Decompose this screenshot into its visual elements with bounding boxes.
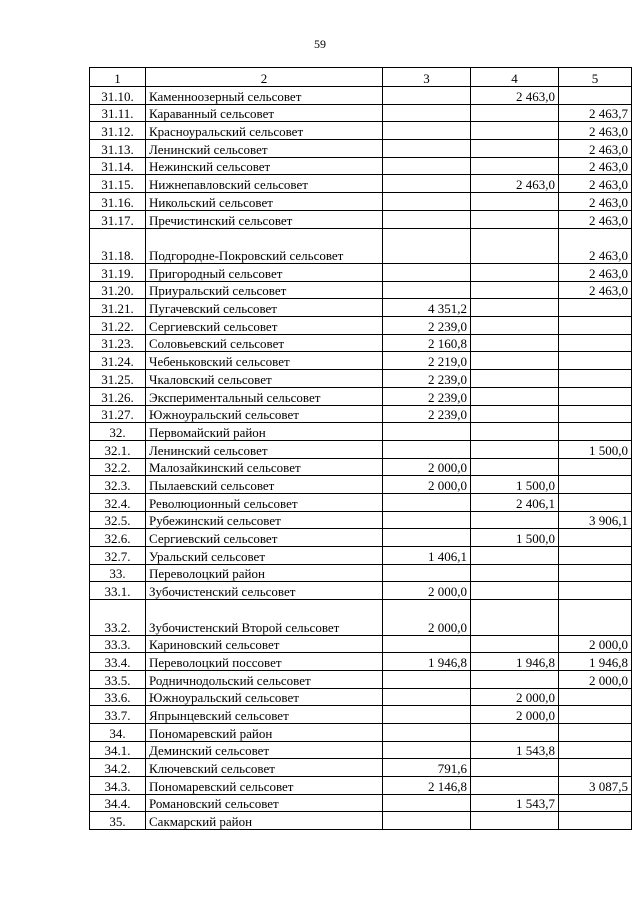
col5-value-cell [559, 493, 632, 511]
col3-value-cell: 791,6 [383, 759, 471, 777]
table-row [90, 794, 632, 812]
col5-value-cell: 2 463,0 [559, 193, 632, 211]
row-name-cell: Нижнепавловский сельсовет [146, 175, 383, 193]
col5-value-cell [559, 688, 632, 706]
table-row [90, 334, 632, 352]
col4-value-cell [471, 564, 559, 582]
row-name-cell: Ленинский сельсовет [146, 140, 383, 158]
row-number-cell: 31.17. [90, 210, 146, 228]
table-row [90, 228, 632, 264]
col4-value-cell [471, 210, 559, 228]
row-name-cell: Подгородне-Покровский сельсовет [146, 228, 383, 264]
col3-value-cell [383, 564, 471, 582]
row-number-cell: 31.19. [90, 264, 146, 282]
row-name-cell: Зубочистенский Второй сельсовет [146, 600, 383, 636]
table-row [90, 157, 632, 175]
col3-value-cell [383, 228, 471, 264]
row-number-cell: 34.3. [90, 777, 146, 795]
col4-value-cell [471, 600, 559, 636]
table-row [90, 741, 632, 759]
col4-value-cell: 1 543,7 [471, 794, 559, 812]
col4-value-cell [471, 352, 559, 370]
col4-value-cell [471, 157, 559, 175]
table-row [90, 706, 632, 724]
row-name-cell: Южноуральский сельсовет [146, 405, 383, 423]
row-number-cell: 31.16. [90, 193, 146, 211]
col5-value-cell [559, 794, 632, 812]
table-row [90, 175, 632, 193]
header-cell-3: 3 [383, 68, 471, 87]
col5-value-cell: 2 463,0 [559, 140, 632, 158]
col5-value-cell [559, 582, 632, 600]
row-name-cell: Родничнодольский сельсовет [146, 670, 383, 688]
table-row [90, 140, 632, 158]
row-name-cell: Пречистинский сельсовет [146, 210, 383, 228]
row-number-cell: 31.21. [90, 299, 146, 317]
row-number-cell: 33.2. [90, 600, 146, 636]
col3-value-cell [383, 423, 471, 441]
table-row [90, 264, 632, 282]
table-row [90, 317, 632, 335]
table-row [90, 600, 632, 636]
col5-value-cell [559, 317, 632, 335]
table-row [90, 493, 632, 511]
row-number-cell: 32.5. [90, 511, 146, 529]
row-number-cell: 31.24. [90, 352, 146, 370]
col5-value-cell [559, 334, 632, 352]
table-row [90, 564, 632, 582]
row-number-cell: 32. [90, 423, 146, 441]
col5-value-cell [559, 600, 632, 636]
col5-value-cell [559, 759, 632, 777]
row-name-cell: Уральский сельсовет [146, 547, 383, 565]
col5-value-cell [559, 370, 632, 388]
row-name-cell: Ленинский сельсовет [146, 440, 383, 458]
col4-value-cell [471, 724, 559, 742]
row-number-cell: 32.7. [90, 547, 146, 565]
row-number-cell: 33.6. [90, 688, 146, 706]
row-name-cell: Сакмарский район [146, 812, 383, 830]
col4-value-cell: 2 406,1 [471, 493, 559, 511]
table-row [90, 812, 632, 830]
row-name-cell: Экспериментальный сельсовет [146, 387, 383, 405]
col5-value-cell [559, 724, 632, 742]
table-row [90, 352, 632, 370]
row-name-cell: Зубочистенский сельсовет [146, 582, 383, 600]
col3-value-cell [383, 794, 471, 812]
page-number: 59 [314, 37, 326, 51]
col3-value-cell: 4 351,2 [383, 299, 471, 317]
col3-value-cell [383, 175, 471, 193]
row-name-cell: Деминский сельсовет [146, 741, 383, 759]
row-name-cell: Нежинский сельсовет [146, 157, 383, 175]
col3-value-cell [383, 706, 471, 724]
col3-value-cell [383, 122, 471, 140]
col3-value-cell [383, 104, 471, 122]
row-number-cell: 32.1. [90, 440, 146, 458]
table-row [90, 759, 632, 777]
row-number-cell: 33.4. [90, 653, 146, 671]
col3-value-cell [383, 264, 471, 282]
col3-value-cell: 2 146,8 [383, 777, 471, 795]
row-number-cell: 31.14. [90, 157, 146, 175]
col3-value-cell [383, 670, 471, 688]
table-row [90, 370, 632, 388]
header-cell-1: 1 [90, 68, 146, 87]
row-number-cell: 31.20. [90, 281, 146, 299]
table-row [90, 87, 632, 105]
row-name-cell: Переволоцкий район [146, 564, 383, 582]
table-row [90, 511, 632, 529]
row-number-cell: 34. [90, 724, 146, 742]
col3-value-cell: 2 000,0 [383, 476, 471, 494]
col5-value-cell: 2 463,0 [559, 175, 632, 193]
col3-value-cell [383, 87, 471, 105]
col4-value-cell [471, 812, 559, 830]
col4-value-cell: 2 463,0 [471, 87, 559, 105]
col5-value-cell: 3 906,1 [559, 511, 632, 529]
header-row [90, 68, 632, 87]
row-number-cell: 31.18. [90, 228, 146, 264]
row-number-cell: 31.10. [90, 87, 146, 105]
col4-value-cell: 2 000,0 [471, 706, 559, 724]
row-name-cell: Караванный сельсовет [146, 104, 383, 122]
table-row [90, 104, 632, 122]
col3-value-cell: 2 239,0 [383, 370, 471, 388]
table-body [90, 68, 632, 830]
row-name-cell: Пригородный сельсовет [146, 264, 383, 282]
table-row [90, 281, 632, 299]
table-row [90, 724, 632, 742]
table-row [90, 458, 632, 476]
header-cell-5: 5 [559, 68, 632, 87]
row-name-cell: Кариновский сельсовет [146, 635, 383, 653]
row-number-cell: 33.1. [90, 582, 146, 600]
row-name-cell: Первомайский район [146, 423, 383, 441]
col3-value-cell [383, 493, 471, 511]
col5-value-cell: 2 463,0 [559, 157, 632, 175]
col5-value-cell [559, 564, 632, 582]
row-name-cell: Никольский сельсовет [146, 193, 383, 211]
col4-value-cell [471, 759, 559, 777]
col3-value-cell: 1 946,8 [383, 653, 471, 671]
row-name-cell: Рубежинский сельсовет [146, 511, 383, 529]
col4-value-cell: 1 543,8 [471, 741, 559, 759]
table-row [90, 582, 632, 600]
col5-value-cell: 2 000,0 [559, 635, 632, 653]
col5-value-cell [559, 812, 632, 830]
col4-value-cell: 2 000,0 [471, 688, 559, 706]
row-name-cell: Сергиевский сельсовет [146, 529, 383, 547]
col5-value-cell [559, 547, 632, 565]
col4-value-cell [471, 387, 559, 405]
table-row [90, 193, 632, 211]
col5-value-cell [559, 387, 632, 405]
row-number-cell: 32.6. [90, 529, 146, 547]
col3-value-cell: 1 406,1 [383, 547, 471, 565]
row-number-cell: 31.11. [90, 104, 146, 122]
col4-value-cell [471, 511, 559, 529]
col4-value-cell [471, 317, 559, 335]
table-row [90, 440, 632, 458]
col4-value-cell [471, 547, 559, 565]
row-name-cell: Пономаревский сельсовет [146, 777, 383, 795]
table-row [90, 635, 632, 653]
col4-value-cell [471, 264, 559, 282]
row-number-cell: 33.7. [90, 706, 146, 724]
row-name-cell: Чебеньковский сельсовет [146, 352, 383, 370]
col4-value-cell [471, 228, 559, 264]
row-name-cell: Пылаевский сельсовет [146, 476, 383, 494]
col3-value-cell [383, 724, 471, 742]
col3-value-cell: 2 239,0 [383, 317, 471, 335]
col5-value-cell [559, 405, 632, 423]
row-name-cell: Приуральский сельсовет [146, 281, 383, 299]
table-row [90, 387, 632, 405]
row-name-cell: Пономаревский район [146, 724, 383, 742]
row-number-cell: 35. [90, 812, 146, 830]
col5-value-cell: 1 500,0 [559, 440, 632, 458]
col4-value-cell: 1 500,0 [471, 529, 559, 547]
table-row [90, 210, 632, 228]
col3-value-cell [383, 511, 471, 529]
row-number-cell: 34.1. [90, 741, 146, 759]
row-number-cell: 31.26. [90, 387, 146, 405]
col5-value-cell [559, 706, 632, 724]
row-name-cell: Переволоцкий поссовет [146, 653, 383, 671]
col3-value-cell: 2 000,0 [383, 600, 471, 636]
table-row [90, 423, 632, 441]
row-name-cell: Романовский сельсовет [146, 794, 383, 812]
row-name-cell: Сергиевский сельсовет [146, 317, 383, 335]
row-name-cell: Пугачевский сельсовет [146, 299, 383, 317]
table-row [90, 476, 632, 494]
row-number-cell: 34.4. [90, 794, 146, 812]
col4-value-cell [471, 122, 559, 140]
col5-value-cell: 2 463,0 [559, 264, 632, 282]
col3-value-cell [383, 210, 471, 228]
col4-value-cell [471, 281, 559, 299]
col4-value-cell [471, 635, 559, 653]
row-name-cell: Соловьевский сельсовет [146, 334, 383, 352]
row-number-cell: 31.25. [90, 370, 146, 388]
col3-value-cell [383, 812, 471, 830]
col4-value-cell [471, 193, 559, 211]
row-number-cell: 31.12. [90, 122, 146, 140]
table-row [90, 405, 632, 423]
header-cell-2: 2 [146, 68, 383, 87]
col3-value-cell: 2 239,0 [383, 387, 471, 405]
row-name-cell: Малозайкинский сельсовет [146, 458, 383, 476]
col4-value-cell [471, 670, 559, 688]
col3-value-cell: 2 239,0 [383, 405, 471, 423]
col4-value-cell [471, 777, 559, 795]
row-name-cell: Ключевский сельсовет [146, 759, 383, 777]
col5-value-cell: 2 463,7 [559, 104, 632, 122]
col5-value-cell [559, 299, 632, 317]
col4-value-cell [471, 423, 559, 441]
header-cell-4: 4 [471, 68, 559, 87]
row-number-cell: 32.4. [90, 493, 146, 511]
col4-value-cell [471, 370, 559, 388]
col3-value-cell [383, 193, 471, 211]
table-row [90, 653, 632, 671]
col4-value-cell [471, 582, 559, 600]
row-name-cell: Южноуральский сельсовет [146, 688, 383, 706]
col5-value-cell [559, 87, 632, 105]
col5-value-cell [559, 423, 632, 441]
col5-value-cell: 1 946,8 [559, 653, 632, 671]
row-number-cell: 34.2. [90, 759, 146, 777]
col5-value-cell: 2 463,0 [559, 281, 632, 299]
col3-value-cell: 2 160,8 [383, 334, 471, 352]
col3-value-cell [383, 440, 471, 458]
col4-value-cell [471, 405, 559, 423]
col5-value-cell [559, 529, 632, 547]
row-number-cell: 31.27. [90, 405, 146, 423]
col3-value-cell [383, 688, 471, 706]
row-number-cell: 33.5. [90, 670, 146, 688]
col5-value-cell: 2 463,0 [559, 228, 632, 264]
row-name-cell: Чкаловский сельсовет [146, 370, 383, 388]
col4-value-cell: 1 946,8 [471, 653, 559, 671]
row-number-cell: 33. [90, 564, 146, 582]
row-number-cell: 32.3. [90, 476, 146, 494]
table-row [90, 688, 632, 706]
col3-value-cell [383, 741, 471, 759]
col5-value-cell: 2 000,0 [559, 670, 632, 688]
table-row [90, 529, 632, 547]
row-number-cell: 31.15. [90, 175, 146, 193]
row-number-cell: 31.22. [90, 317, 146, 335]
row-number-cell: 32.2. [90, 458, 146, 476]
table-row [90, 122, 632, 140]
col5-value-cell: 2 463,0 [559, 122, 632, 140]
table-row [90, 299, 632, 317]
row-name-cell: Каменноозерный сельсовет [146, 87, 383, 105]
col3-value-cell [383, 635, 471, 653]
col4-value-cell [471, 458, 559, 476]
col5-value-cell [559, 741, 632, 759]
row-name-cell: Революционный сельсовет [146, 493, 383, 511]
col4-value-cell [471, 334, 559, 352]
col3-value-cell [383, 529, 471, 547]
row-number-cell: 31.13. [90, 140, 146, 158]
col5-value-cell: 2 463,0 [559, 210, 632, 228]
col4-value-cell [471, 140, 559, 158]
col4-value-cell: 1 500,0 [471, 476, 559, 494]
row-number-cell: 31.23. [90, 334, 146, 352]
col5-value-cell: 3 087,5 [559, 777, 632, 795]
table-row [90, 670, 632, 688]
col3-value-cell [383, 281, 471, 299]
col3-value-cell [383, 140, 471, 158]
col4-value-cell: 2 463,0 [471, 175, 559, 193]
col4-value-cell [471, 440, 559, 458]
col3-value-cell: 2 219,0 [383, 352, 471, 370]
col4-value-cell [471, 299, 559, 317]
col4-value-cell [471, 104, 559, 122]
data-table [89, 67, 632, 830]
table-row [90, 547, 632, 565]
row-name-cell: Япрынцевский сельсовет [146, 706, 383, 724]
col3-value-cell [383, 157, 471, 175]
col5-value-cell [559, 352, 632, 370]
row-number-cell: 33.3. [90, 635, 146, 653]
col3-value-cell: 2 000,0 [383, 458, 471, 476]
col3-value-cell: 2 000,0 [383, 582, 471, 600]
table-row [90, 777, 632, 795]
col5-value-cell [559, 476, 632, 494]
col5-value-cell [559, 458, 632, 476]
row-name-cell: Красноуральский сельсовет [146, 122, 383, 140]
